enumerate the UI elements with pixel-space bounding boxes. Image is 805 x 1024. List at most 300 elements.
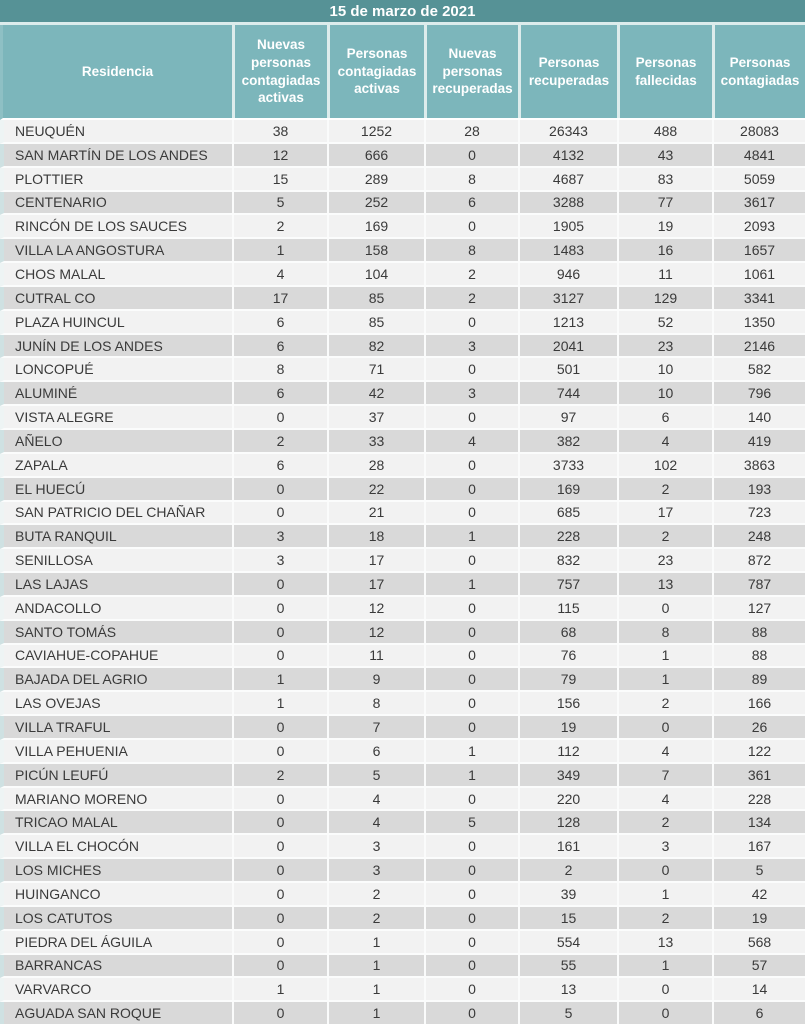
value-cell: 26 <box>712 716 805 738</box>
value-cell: 161 <box>518 835 617 857</box>
value-cell: 18 <box>327 525 424 547</box>
value-cell: 1 <box>327 978 424 1000</box>
value-cell: 7 <box>327 716 424 738</box>
table-row <box>0 931 805 955</box>
value-cell: 10 <box>617 382 712 404</box>
value-cell: 169 <box>518 478 617 500</box>
residence-name: SANTO TOMÁS <box>15 623 117 640</box>
value-cell: 6 <box>232 382 327 404</box>
value-cell: 0 <box>424 454 518 476</box>
value-cell: 0 <box>232 740 327 762</box>
table-header-row <box>0 25 805 120</box>
residence-name: CHOS MALAL <box>15 265 106 282</box>
residence-name: VISTA ALEGRE <box>15 409 114 426</box>
value-cell: 0 <box>424 955 518 977</box>
value-cell: 4 <box>617 740 712 762</box>
value-cell: 57 <box>712 955 805 977</box>
residence-name: AÑELO <box>15 432 63 449</box>
value-cell: 5 <box>327 764 424 786</box>
value-cell: 0 <box>424 883 518 905</box>
value-cell: 5 <box>424 811 518 833</box>
value-cell: 0 <box>424 597 518 619</box>
value-cell: 5 <box>712 859 805 881</box>
value-cell: 228 <box>712 788 805 810</box>
table-row <box>0 478 805 502</box>
value-cell: 71 <box>327 358 424 380</box>
residence-name: ZAPALA <box>15 456 68 473</box>
value-cell: 0 <box>232 931 327 953</box>
table-row <box>0 287 805 311</box>
value-cell: 0 <box>232 645 327 667</box>
value-cell: 1213 <box>518 311 617 333</box>
value-cell: 0 <box>232 907 327 929</box>
value-cell: 1 <box>424 740 518 762</box>
table-row <box>0 502 805 526</box>
value-cell: 4 <box>617 430 712 452</box>
residence-name: SENILLOSA <box>15 552 93 569</box>
value-cell: 0 <box>232 573 327 595</box>
value-cell: 97 <box>518 406 617 428</box>
value-cell: 89 <box>712 668 805 690</box>
value-cell: 11 <box>327 645 424 667</box>
value-cell: 787 <box>712 573 805 595</box>
value-cell: 3617 <box>712 192 805 214</box>
value-cell: 23 <box>617 549 712 571</box>
value-cell: 0 <box>424 716 518 738</box>
value-cell: 0 <box>232 502 327 524</box>
table-row <box>0 597 805 621</box>
value-cell: 3 <box>424 335 518 357</box>
table-row <box>0 811 805 835</box>
value-cell: 28 <box>327 454 424 476</box>
value-cell: 4841 <box>712 144 805 166</box>
value-cell: 0 <box>424 406 518 428</box>
value-cell: 13 <box>617 931 712 953</box>
value-cell: 0 <box>232 788 327 810</box>
value-cell: 1483 <box>518 239 617 261</box>
value-cell: 488 <box>617 120 712 142</box>
value-cell: 129 <box>617 287 712 309</box>
value-cell: 382 <box>518 430 617 452</box>
value-cell: 23 <box>617 335 712 357</box>
value-cell: 1 <box>327 1002 424 1024</box>
value-cell: 4 <box>617 788 712 810</box>
table-row <box>0 621 805 645</box>
value-cell: 9 <box>327 668 424 690</box>
value-cell: 0 <box>617 1002 712 1024</box>
table-row <box>0 406 805 430</box>
value-cell: 21 <box>327 502 424 524</box>
value-cell: 0 <box>232 955 327 977</box>
value-cell: 0 <box>232 406 327 428</box>
value-cell: 228 <box>518 525 617 547</box>
value-cell: 12 <box>232 144 327 166</box>
residence-name: AGUADA SAN ROQUE <box>15 1005 162 1022</box>
value-cell: 568 <box>712 931 805 953</box>
value-cell: 12 <box>327 621 424 643</box>
value-cell: 17 <box>327 549 424 571</box>
value-cell: 122 <box>712 740 805 762</box>
residence-name: VARVARCO <box>15 981 92 998</box>
value-cell: 12 <box>327 597 424 619</box>
value-cell: 2 <box>232 430 327 452</box>
value-cell: 2 <box>617 478 712 500</box>
value-cell: 1905 <box>518 215 617 237</box>
value-cell: 17 <box>232 287 327 309</box>
value-cell: 6 <box>327 740 424 762</box>
value-cell: 2146 <box>712 335 805 357</box>
residence-name: ANDACOLLO <box>15 599 102 616</box>
value-cell: 2041 <box>518 335 617 357</box>
table-row <box>0 358 805 382</box>
value-cell: 0 <box>232 716 327 738</box>
value-cell: 88 <box>712 621 805 643</box>
table-row <box>0 382 805 406</box>
table-row <box>0 120 805 144</box>
value-cell: 0 <box>424 358 518 380</box>
value-cell: 8 <box>424 168 518 190</box>
value-cell: 2 <box>232 215 327 237</box>
value-cell: 252 <box>327 192 424 214</box>
value-cell: 6 <box>232 311 327 333</box>
value-cell: 2 <box>424 263 518 285</box>
column-header-nuevas-recuperadas: Nuevas personas recuperadas <box>424 25 518 118</box>
value-cell: 289 <box>327 168 424 190</box>
table-row <box>0 192 805 216</box>
value-cell: 193 <box>712 478 805 500</box>
residence-name: NEUQUÉN <box>15 122 86 139</box>
table-row <box>0 144 805 168</box>
value-cell: 8 <box>232 358 327 380</box>
value-cell: 0 <box>424 978 518 1000</box>
value-cell: 1 <box>617 645 712 667</box>
value-cell: 1350 <box>712 311 805 333</box>
value-cell: 3 <box>327 859 424 881</box>
value-cell: 1 <box>617 668 712 690</box>
value-cell: 4 <box>424 430 518 452</box>
value-cell: 0 <box>424 621 518 643</box>
value-cell: 872 <box>712 549 805 571</box>
value-cell: 127 <box>712 597 805 619</box>
table-row <box>0 907 805 931</box>
residence-name: PICÚN LEUFÚ <box>15 766 109 783</box>
table-row <box>0 573 805 597</box>
column-header-fallecidas: Personas fallecidas <box>617 25 712 118</box>
table-row <box>0 168 805 192</box>
table-row <box>0 311 805 335</box>
value-cell: 37 <box>327 406 424 428</box>
value-cell: 8 <box>617 621 712 643</box>
value-cell: 88 <box>712 645 805 667</box>
residence-name: LAS LAJAS <box>15 575 89 592</box>
table-row <box>0 740 805 764</box>
table-row <box>0 215 805 239</box>
value-cell: 4 <box>327 811 424 833</box>
value-cell: 28 <box>424 120 518 142</box>
residence-name: CUTRAL CO <box>15 289 96 306</box>
value-cell: 0 <box>424 692 518 714</box>
value-cell: 248 <box>712 525 805 547</box>
table-row <box>0 955 805 979</box>
value-cell: 5 <box>232 192 327 214</box>
value-cell: 42 <box>712 883 805 905</box>
table-row <box>0 668 805 692</box>
table-row <box>0 692 805 716</box>
value-cell: 156 <box>518 692 617 714</box>
value-cell: 0 <box>424 859 518 881</box>
value-cell: 1 <box>232 692 327 714</box>
value-cell: 19 <box>518 716 617 738</box>
value-cell: 4 <box>232 263 327 285</box>
value-cell: 14 <box>712 978 805 1000</box>
residence-name: SAN PATRICIO DEL CHAÑAR <box>15 504 206 521</box>
value-cell: 0 <box>424 478 518 500</box>
value-cell: 6 <box>232 454 327 476</box>
value-cell: 8 <box>424 239 518 261</box>
residence-name: TRICAO MALAL <box>15 814 118 831</box>
table-row <box>0 430 805 454</box>
value-cell: 757 <box>518 573 617 595</box>
value-cell: 1 <box>232 239 327 261</box>
residence-name: EL HUECÚ <box>15 480 86 497</box>
table-row <box>0 788 805 812</box>
value-cell: 2 <box>518 859 617 881</box>
residence-name: LAS OVEJAS <box>15 695 101 712</box>
residence-name: SAN MARTÍN DE LOS ANDES <box>15 146 208 163</box>
value-cell: 0 <box>232 883 327 905</box>
value-cell: 6 <box>424 192 518 214</box>
table-row <box>0 645 805 669</box>
value-cell: 0 <box>232 859 327 881</box>
value-cell: 0 <box>424 502 518 524</box>
value-cell: 13 <box>518 978 617 1000</box>
value-cell: 11 <box>617 263 712 285</box>
residence-name: VILLA EL CHOCÓN <box>15 838 139 855</box>
value-cell: 946 <box>518 263 617 285</box>
value-cell: 0 <box>424 645 518 667</box>
residence-name: VILLA PEHUENIA <box>15 742 128 759</box>
residence-name: MARIANO MORENO <box>15 790 148 807</box>
value-cell: 3 <box>327 835 424 857</box>
value-cell: 361 <box>712 764 805 786</box>
value-cell: 2 <box>327 883 424 905</box>
table-row <box>0 1002 805 1024</box>
value-cell: 0 <box>617 859 712 881</box>
table-row <box>0 716 805 740</box>
value-cell: 102 <box>617 454 712 476</box>
value-cell: 43 <box>617 144 712 166</box>
residence-name: VILLA TRAFUL <box>15 719 111 736</box>
value-cell: 1061 <box>712 263 805 285</box>
value-cell: 38 <box>232 120 327 142</box>
value-cell: 16 <box>617 239 712 261</box>
value-cell: 220 <box>518 788 617 810</box>
residence-name: BARRANCAS <box>15 957 103 974</box>
table-row <box>0 239 805 263</box>
value-cell: 0 <box>424 1002 518 1024</box>
residence-name: LONCOPUÉ <box>15 361 94 378</box>
residence-name: BUTA RANQUIL <box>15 528 117 545</box>
value-cell: 17 <box>617 502 712 524</box>
residence-name: PLAZA HUINCUL <box>15 313 125 330</box>
value-cell: 5059 <box>712 168 805 190</box>
value-cell: 1 <box>617 883 712 905</box>
table-row <box>0 764 805 788</box>
value-cell: 42 <box>327 382 424 404</box>
value-cell: 2 <box>232 764 327 786</box>
value-cell: 666 <box>327 144 424 166</box>
value-cell: 832 <box>518 549 617 571</box>
value-cell: 0 <box>424 215 518 237</box>
column-header-residencia: Residencia <box>81 63 154 79</box>
value-cell: 77 <box>617 192 712 214</box>
value-cell: 419 <box>712 430 805 452</box>
value-cell: 0 <box>424 311 518 333</box>
value-cell: 4687 <box>518 168 617 190</box>
residence-name: PIEDRA DEL ÁGUILA <box>15 933 153 950</box>
value-cell: 6 <box>617 406 712 428</box>
value-cell: 26343 <box>518 120 617 142</box>
value-cell: 6 <box>232 335 327 357</box>
value-cell: 0 <box>424 931 518 953</box>
value-cell: 0 <box>232 597 327 619</box>
value-cell: 166 <box>712 692 805 714</box>
value-cell: 1 <box>617 955 712 977</box>
table-row <box>0 335 805 359</box>
value-cell: 349 <box>518 764 617 786</box>
column-header-recuperadas: Personas recuperadas <box>518 25 617 118</box>
value-cell: 2 <box>617 692 712 714</box>
value-cell: 17 <box>327 573 424 595</box>
value-cell: 33 <box>327 430 424 452</box>
report-date-bar <box>0 0 805 25</box>
table-row <box>0 883 805 907</box>
value-cell: 52 <box>617 311 712 333</box>
value-cell: 0 <box>617 597 712 619</box>
value-cell: 796 <box>712 382 805 404</box>
value-cell: 0 <box>617 978 712 1000</box>
value-cell: 140 <box>712 406 805 428</box>
value-cell: 0 <box>424 835 518 857</box>
residence-name: JUNÍN DE LOS ANDES <box>15 337 163 354</box>
residence-name: BAJADA DEL AGRIO <box>15 671 148 688</box>
value-cell: 28083 <box>712 120 805 142</box>
value-cell: 685 <box>518 502 617 524</box>
value-cell: 0 <box>232 478 327 500</box>
value-cell: 5 <box>518 1002 617 1024</box>
value-cell: 158 <box>327 239 424 261</box>
value-cell: 1 <box>424 764 518 786</box>
residence-name: RINCÓN DE LOS SAUCES <box>15 218 187 235</box>
value-cell: 13 <box>617 573 712 595</box>
value-cell: 39 <box>518 883 617 905</box>
value-cell: 1252 <box>327 120 424 142</box>
value-cell: 2 <box>617 525 712 547</box>
value-cell: 2093 <box>712 215 805 237</box>
value-cell: 1 <box>327 931 424 953</box>
value-cell: 1 <box>232 668 327 690</box>
table-row <box>0 859 805 883</box>
value-cell: 2 <box>617 811 712 833</box>
value-cell: 2 <box>617 907 712 929</box>
value-cell: 0 <box>232 621 327 643</box>
value-cell: 744 <box>518 382 617 404</box>
table-row <box>0 525 805 549</box>
value-cell: 6 <box>712 1002 805 1024</box>
value-cell: 112 <box>518 740 617 762</box>
value-cell: 83 <box>617 168 712 190</box>
value-cell: 19 <box>617 215 712 237</box>
value-cell: 3288 <box>518 192 617 214</box>
column-header-contagiadas: Personas contagiadas <box>712 25 805 118</box>
value-cell: 4132 <box>518 144 617 166</box>
value-cell: 0 <box>424 907 518 929</box>
value-cell: 0 <box>424 788 518 810</box>
value-cell: 3341 <box>712 287 805 309</box>
value-cell: 4 <box>327 788 424 810</box>
value-cell: 169 <box>327 215 424 237</box>
value-cell: 1657 <box>712 239 805 261</box>
value-cell: 0 <box>232 835 327 857</box>
residence-name: LOS MICHES <box>15 862 102 879</box>
table-row <box>0 978 805 1002</box>
value-cell: 19 <box>712 907 805 929</box>
table-row <box>0 549 805 573</box>
value-cell: 3127 <box>518 287 617 309</box>
table-row <box>0 835 805 859</box>
value-cell: 2 <box>424 287 518 309</box>
value-cell: 104 <box>327 263 424 285</box>
value-cell: 15 <box>518 907 617 929</box>
value-cell: 79 <box>518 668 617 690</box>
value-cell: 0 <box>424 668 518 690</box>
value-cell: 68 <box>518 621 617 643</box>
value-cell: 0 <box>232 811 327 833</box>
residence-name: PLOTTIER <box>15 170 84 187</box>
value-cell: 0 <box>617 716 712 738</box>
value-cell: 82 <box>327 335 424 357</box>
table-row <box>0 454 805 478</box>
report-date: 15 de marzo de 2021 <box>329 2 476 20</box>
value-cell: 582 <box>712 358 805 380</box>
table-row <box>0 263 805 287</box>
value-cell: 1 <box>424 573 518 595</box>
table-body <box>0 120 805 1024</box>
value-cell: 55 <box>518 955 617 977</box>
value-cell: 3863 <box>712 454 805 476</box>
value-cell: 1 <box>232 978 327 1000</box>
column-header-contagiadas-activas: Personas contagiadas activas <box>327 25 424 118</box>
value-cell: 167 <box>712 835 805 857</box>
value-cell: 3 <box>232 525 327 547</box>
value-cell: 7 <box>617 764 712 786</box>
value-cell: 0 <box>424 144 518 166</box>
value-cell: 115 <box>518 597 617 619</box>
value-cell: 22 <box>327 478 424 500</box>
value-cell: 723 <box>712 502 805 524</box>
value-cell: 3733 <box>518 454 617 476</box>
column-header-nuevas-contagiadas-activas: Nuevas personas contagiadas activas <box>232 25 327 118</box>
residence-name: LOS CATUTOS <box>15 909 113 926</box>
value-cell: 1 <box>327 955 424 977</box>
residence-name: ALUMINÉ <box>15 385 78 402</box>
value-cell: 1 <box>424 525 518 547</box>
value-cell: 8 <box>327 692 424 714</box>
value-cell: 554 <box>518 931 617 953</box>
residence-name: CAVIAHUE-COPAHUE <box>15 647 159 664</box>
value-cell: 501 <box>518 358 617 380</box>
value-cell: 3 <box>232 549 327 571</box>
